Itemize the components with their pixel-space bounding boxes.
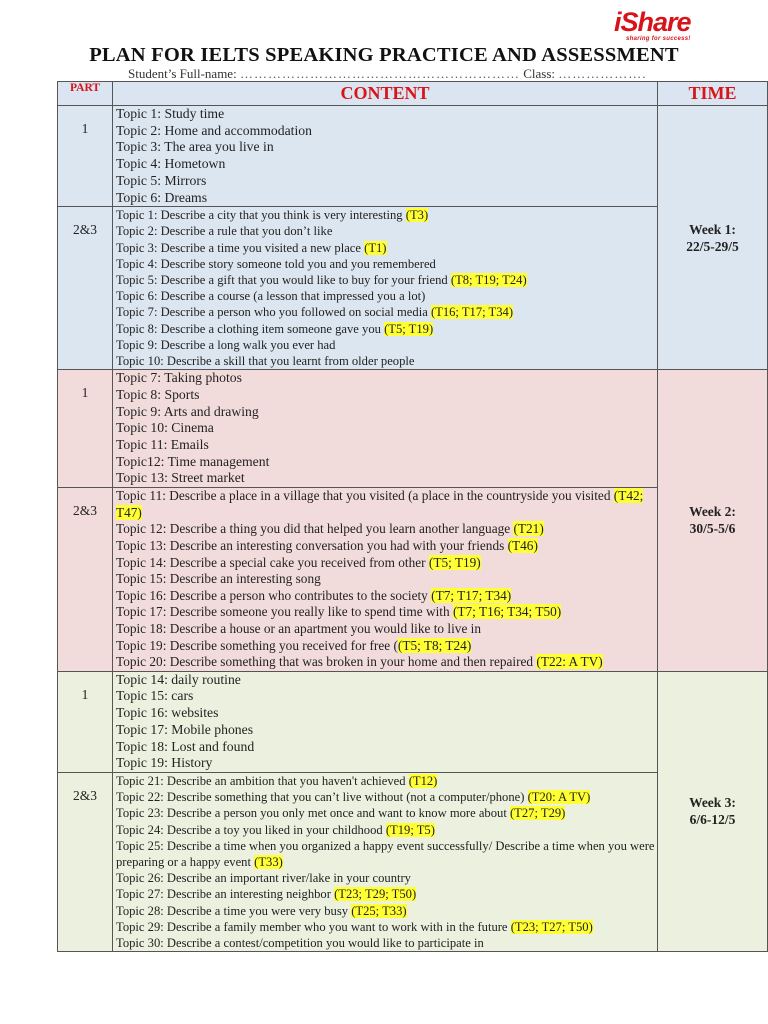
table-row [58, 370, 768, 488]
topic-text: Topic 21: Describe an ambition that you haven't achieved [116, 773, 409, 788]
topic-tags: (T3) [405, 208, 429, 223]
logo-brand: iShare [614, 7, 691, 37]
topic-text: Topic 4: Describe story someone told you and you remembered [116, 256, 436, 271]
topic-item [116, 739, 657, 756]
topic-text: Topic 10: Cinema [116, 420, 214, 436]
topic-text: Topic 4: Hometown [116, 156, 226, 172]
topic-item [116, 470, 657, 487]
topic-item [116, 870, 657, 886]
topic-tags: (T5; T8; T24) [397, 637, 472, 653]
topic-item [116, 240, 657, 256]
topic-tags: (T33) [254, 854, 283, 869]
week-label: Week 3: [689, 795, 736, 811]
topic-list-cell [113, 488, 658, 672]
topic-item [116, 886, 657, 902]
topic-item [116, 353, 657, 369]
class-field: ………………. [558, 66, 647, 81]
topic-item [116, 387, 657, 404]
topic-text: Topic 19: History [116, 755, 213, 771]
topic-tags: (T7; T17; T34) [431, 587, 512, 603]
topic-item [116, 139, 657, 156]
topic-tags: (T12) [408, 773, 438, 788]
topic-text: Topic 26: Describe an important river/lake in your country [116, 871, 411, 886]
topic-item [116, 288, 657, 304]
header-part: PART [58, 82, 113, 106]
topic-tags: (T7; T16; T34; T50) [452, 604, 562, 620]
topic-tags: (T5; T19) [384, 321, 434, 336]
topic-text: Topic 25: Describe a time when you organized a happy event successfully/ Describe a time when you were preparing or a happy event [116, 838, 655, 869]
topic-text: Topic 12: Describe a thing you did that helped you learn another language [116, 521, 514, 537]
topic-list-cell [113, 207, 658, 370]
topic-item [116, 705, 657, 722]
topic-text: Topic 22: Describe something that you can’t live without (not a computer/phone) [116, 790, 528, 805]
table-header-row [58, 82, 768, 106]
topic-text: Topic 24: Describe a toy you liked in your childhood [116, 822, 386, 837]
student-info-line [128, 66, 647, 82]
topic-tags: (T27; T29) [509, 806, 566, 821]
header-content: CONTENT [113, 82, 658, 106]
topic-item [116, 672, 657, 689]
topic-text: Topic 30: Describe a contest/competition you would like to participate in [116, 935, 484, 950]
topic-tags: (T8; T19; T24) [450, 273, 527, 288]
speaking-plan-table [57, 81, 768, 952]
topic-item [116, 337, 657, 353]
topic-text: Topic 9: Describe a long walk you ever had [116, 337, 336, 352]
topic-item [116, 789, 657, 805]
topic-tags: (T1) [364, 240, 387, 255]
header-time: TIME [658, 82, 768, 106]
topic-tags: (T25; T33) [351, 903, 407, 918]
topic-item [116, 404, 657, 421]
topic-text: Topic 28: Describe a time you were very busy [116, 903, 352, 918]
topic-item [116, 123, 657, 140]
time-cell [658, 106, 768, 370]
topic-item [116, 722, 657, 739]
topic-tags: (T23; T27; T50) [510, 919, 593, 934]
topic-item [116, 805, 657, 821]
part-cell: 1 [58, 106, 113, 207]
topic-text: Topic 29: Describe a family member who you want to work with in the future [116, 919, 511, 934]
topic-item [116, 190, 657, 207]
part-cell: 2&3 [58, 207, 113, 370]
time-cell [658, 370, 768, 671]
week-range: 6/6-12/5 [689, 812, 736, 828]
topic-item [116, 755, 657, 772]
topic-text: Topic 27: Describe an interesting neighbor [116, 887, 335, 902]
topic-text: Topic 14: daily routine [116, 671, 241, 687]
student-name-field: …………………………………………………… [239, 66, 520, 81]
topic-item [116, 571, 657, 588]
topic-item [116, 304, 657, 320]
topic-item [116, 420, 657, 437]
topic-item [116, 272, 657, 288]
topic-text: Topic 7: Describe a person who you followed on social media [116, 305, 431, 320]
topic-text: Topic 15: cars [116, 688, 194, 704]
part-cell: 1 [58, 370, 113, 488]
topic-list-cell [113, 106, 658, 207]
topic-text: Topic 2: Describe a rule that you don’t like [116, 224, 333, 239]
topic-text: Topic 18: Lost and found [116, 738, 255, 754]
topic-text: Topic 6: Describe a course (a lesson that impressed you a lot) [116, 289, 426, 304]
topic-item [116, 156, 657, 173]
topic-text: Topic 13: Describe an interesting conversation you had with your friends [116, 537, 508, 553]
topic-text: Topic 3: The area you live in [116, 139, 274, 155]
topic-text: Topic 8: Sports [116, 386, 200, 402]
week-range: 30/5-5/6 [689, 521, 736, 537]
week-range: 22/5-29/5 [686, 238, 739, 254]
topic-tags: (T5; T19) [428, 554, 481, 570]
topic-text: Topic 1: Describe a city that you think is very interesting [116, 208, 406, 223]
topic-tags: (T46) [507, 537, 538, 553]
topic-item [116, 538, 657, 555]
student-name-label: Student’s Full-name: [128, 66, 237, 81]
topic-item [116, 588, 657, 605]
topic-text: Topic 2: Home and accommodation [116, 122, 312, 138]
time-cell [658, 671, 768, 951]
topic-text: Topic 16: websites [116, 705, 219, 721]
table-row [58, 671, 768, 772]
topic-item [116, 521, 657, 538]
page-title: PLAN FOR IELTS SPEAKING PRACTICE AND ASSESSMENT [89, 44, 679, 66]
topic-tags: (T23; T29; T50) [334, 887, 417, 902]
topic-list-cell [113, 671, 658, 772]
topic-text: Topic 17: Describe someone you really like to spend time with [116, 604, 453, 620]
topic-item [116, 555, 657, 572]
table-row [58, 106, 768, 207]
topic-item [116, 773, 657, 789]
topic-item [116, 321, 657, 337]
topic-text: Topic 8: Describe a clothing item someone gave you [116, 321, 385, 336]
topic-item [116, 106, 657, 123]
topic-item [116, 488, 657, 521]
topic-item [116, 838, 657, 870]
topic-text: Topic 17: Mobile phones [116, 721, 254, 737]
week-label: Week 2: [689, 504, 736, 520]
topic-item [116, 654, 657, 671]
topic-tags: (T21) [513, 521, 544, 537]
topic-text: Topic 15: Describe an interesting song [116, 571, 321, 587]
topic-text: Topic 7: Taking photos [116, 370, 242, 386]
topic-tags: (T19; T5) [385, 822, 435, 837]
topic-tags: (T22: A TV) [536, 654, 603, 670]
topic-item [116, 370, 657, 387]
ishare-logo [614, 8, 720, 43]
topic-item [116, 256, 657, 272]
topic-tags: (T42; T47) [116, 488, 644, 520]
topic-text: Topic 14: Describe a special cake you received from other [116, 554, 429, 570]
topic-item [116, 903, 657, 919]
topic-tags: (T20: A TV) [527, 790, 591, 805]
topic-list-cell [113, 370, 658, 488]
part-cell: 1 [58, 671, 113, 772]
topic-text: Topic 20: Describe something that was broken in your home and then repaired [116, 654, 537, 670]
topic-text: Topic 10: Describe a skill that you learnt from older people [116, 354, 415, 369]
topic-item [116, 919, 657, 935]
topic-item [116, 173, 657, 190]
topic-item [116, 454, 657, 471]
topic-text: Topic12: Time management [116, 453, 270, 469]
topic-text: Topic 3: Describe a time you visited a new place [116, 240, 365, 255]
topic-item [116, 822, 657, 838]
part-cell: 2&3 [58, 488, 113, 672]
topic-text: Topic 13: Street market [116, 470, 245, 486]
topic-text: Topic 18: Describe a house or an apartment you would like to live in [116, 620, 482, 636]
topic-item [116, 604, 657, 621]
topic-text: Topic 1: Study time [116, 106, 225, 121]
topic-text: Topic 5: Describe a gift that you would like to buy for your friend [116, 273, 451, 288]
week-label: Week 1: [689, 221, 736, 237]
logo-tagline: sharing for success! [626, 36, 691, 42]
topic-item [116, 935, 657, 951]
topic-text: Topic 19: Describe something you received for free ( [116, 637, 398, 653]
topic-text: Topic 16: Describe a person who contributes to the society [116, 587, 432, 603]
topic-text: Topic 9: Arts and drawing [116, 403, 259, 419]
topic-item [116, 223, 657, 239]
part-cell: 2&3 [58, 772, 113, 951]
topic-text: Topic 23: Describe a person you only met once and want to know more about [116, 806, 510, 821]
topic-item [116, 207, 657, 223]
topic-list-cell [113, 772, 658, 951]
topic-text: Topic 5: Mirrors [116, 172, 207, 188]
class-label: Class: [523, 66, 555, 81]
topic-item [116, 688, 657, 705]
topic-text: Topic 6: Dreams [116, 189, 208, 205]
topic-text: Topic 11: Describe a place in a village that you visited (a place in the countryside you visited [116, 488, 614, 504]
topic-text: Topic 11: Emails [116, 437, 209, 453]
topic-item [116, 621, 657, 638]
topic-item [116, 638, 657, 655]
topic-item [116, 437, 657, 454]
topic-tags: (T16; T17; T34) [430, 305, 514, 320]
